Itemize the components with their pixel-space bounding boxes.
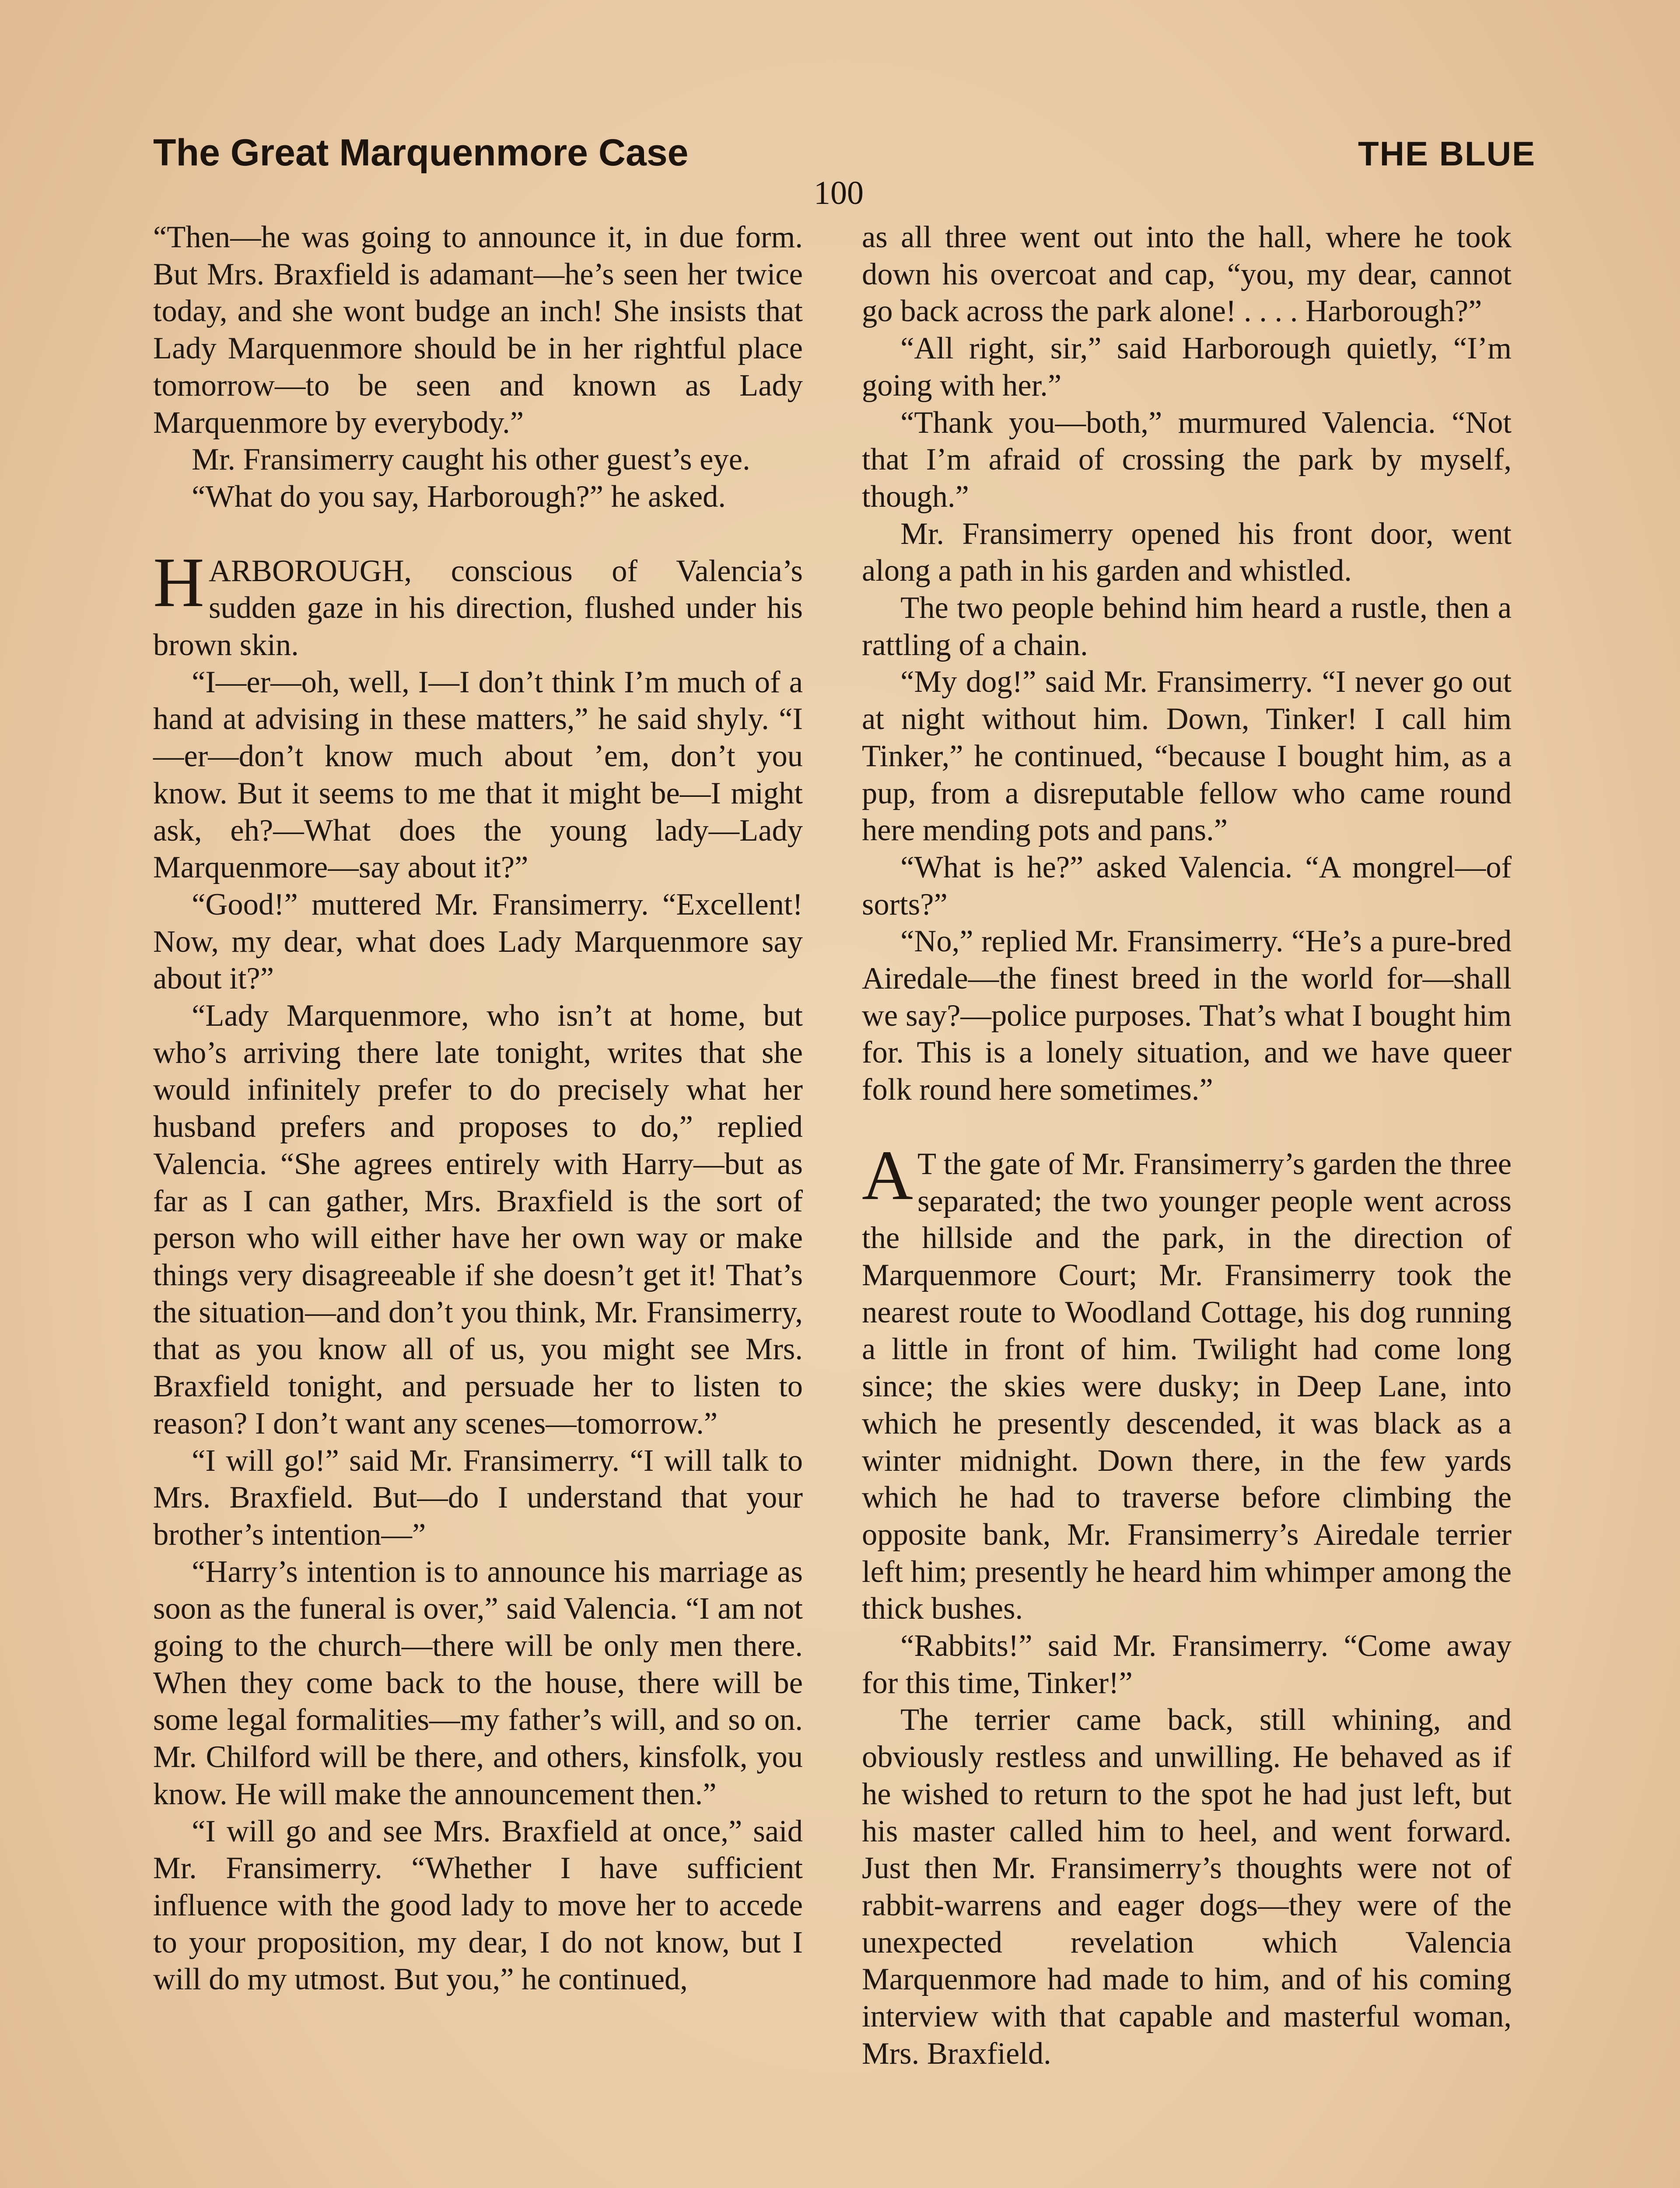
paragraph: “What is he?” asked Valencia. “A mongrel—of sorts?”	[862, 850, 1512, 922]
left-column	[153, 219, 803, 1998]
magazine-title: THE BLUE	[1358, 134, 1536, 173]
paragraph: “Harry’s intention is to announce his marriage as soon as the funeral is over,” said Valencia. “I am not going to the church—there will be only men there. When they come back to the house, there will be some legal formalities—my father’s will, and so on. Mr. Chilford will be there, and others, kinsfolk, you know. He will make the announcement then.”	[153, 1554, 803, 1811]
paragraph: “I will go!” said Mr. Fransimerry. “I will talk to Mrs. Braxfield. But—do I understand that your brother’s intention—”	[153, 1443, 803, 1552]
right-column	[862, 219, 1512, 2072]
paragraph: “Lady Marquenmore, who isn’t at home, but who’s arriving there late tonight, writes that she would infinitely prefer to do precisely what her husband prefers and proposes to do,” replied Valencia. “She agrees entirely with Harry—but as far as I can gather, Mrs. Braxfield is the sort of person who will either have her own way or make things very disagreeable if she doesn’t get it! That’s the situation—and don’t you think, Mr. Fransimerry, that as you know all of us, you might see Mrs. Braxfield tonight, and persuade her to listen to reason? I don’t want any scenes—tomorrow.”	[153, 999, 803, 1441]
paragraph: “All right, sir,” said Harborough quietly, “I’m going with her.”	[862, 331, 1512, 403]
page-number: 100	[814, 175, 864, 211]
paragraph: “No,” replied Mr. Fransimerry. “He’s a pure-bred Airedale—the finest breed in the world for—shall we say?—police purposes. That’s what I bought him for. This is a lonely situation, and we have queer folk round here sometimes.”	[862, 924, 1512, 1107]
drop-cap-paragraph: AT the gate of Mr. Fransimerry’s garden the three separated; the two younger people went across the hillside and the park, in the direction of Marquenmore Court; Mr. Fransimerry took the nearest route to Woodland Cottage, his dog running a little in front of him. Twilight had come long since; the skies were dusky; in Deep Lane, into which he presently descended, it was black as a winter midnight. Down there, in the few yards which he had to traverse before climbing the opposite bank, Mr. Fransimerry’s Airedale terrier left him; presently he heard him whimper among the thick bushes.	[862, 1136, 1512, 1626]
paragraph: “My dog!” said Mr. Fransimerry. “I never go out at night without him. Down, Tinker! I call him Tinker,” he continued, “because I bought him, as a pup, from a disreputable fellow who came round here mending pots and pans.”	[862, 665, 1512, 848]
paragraph: “I—er—oh, well, I—I don’t think I’m much of a hand at advising in these matters,” he said shyly. “I—er—don’t know much about ’em, don’t you know. But it seems to me that it might be—I might ask, eh?—What does the young lady—Lady Marquenmore—say about it?”	[153, 665, 803, 885]
paragraph: “Then—he was going to announce it, in due form. But Mrs. Braxfield is adamant—he’s seen her twice today, and she wont budge an inch! She insists that Lady Marquenmore should be in her rightful place tomorrow—to be seen and known as Lady Marquenmore by everybody.”	[153, 220, 803, 440]
paragraph: “Rabbits!” said Mr. Fransimerry. “Come away for this time, Tinker!”	[862, 1629, 1512, 1700]
paragraph: “What do you say, Harborough?” he asked.	[192, 479, 726, 514]
paragraph: Mr. Fransimerry caught his other guest’s eye.	[192, 442, 750, 477]
paragraph: as all three went out into the hall, where he took down his overcoat and cap, “you, my dear, cannot go back across the park alone! . . . . Harborough?”	[862, 220, 1512, 329]
paragraph: The terrier came back, still whining, and obviously restless and unwilling. He behaved as if he wished to return to the spot he had just left, but his master called him to heel, and went forward. Just then Mr. Fransimerry’s thoughts were not of rabbit-warrens and eager dogs—they were of the unexpected revelation which Valencia Marquenmore had made to him, and of his coming interview with that capable and masterful woman, Mrs. Braxfield.	[862, 1703, 1512, 2071]
paragraph: The two people behind him heard a rustle, then a rattling of a chain.	[862, 591, 1512, 662]
paragraph: “Thank you—both,” murmured Valencia. “Not that I’m afraid of crossing the park by myself, though.”	[862, 405, 1512, 514]
drop-cap-paragraph: HARBOROUGH, conscious of Valencia’s sudden gaze in his direction, flushed under his brown skin.	[153, 543, 803, 663]
story-title: The Great Marquenmore Case	[153, 132, 689, 174]
paragraph: “I will go and see Mrs. Braxfield at once,” said Mr. Fransimerry. “Whether I have sufficient influence with the good lady to move her to accede to your proposition, my dear, I do not know, but I will do my utmost. But you,” he continued,	[153, 1814, 803, 1997]
paragraph: “Good!” muttered Mr. Fransimerry. “Excellent! Now, my dear, what does Lady Marquenmore say about it?”	[153, 887, 803, 996]
paragraph: Mr. Fransimerry opened his front door, went along a path in his garden and whistled.	[862, 516, 1512, 588]
